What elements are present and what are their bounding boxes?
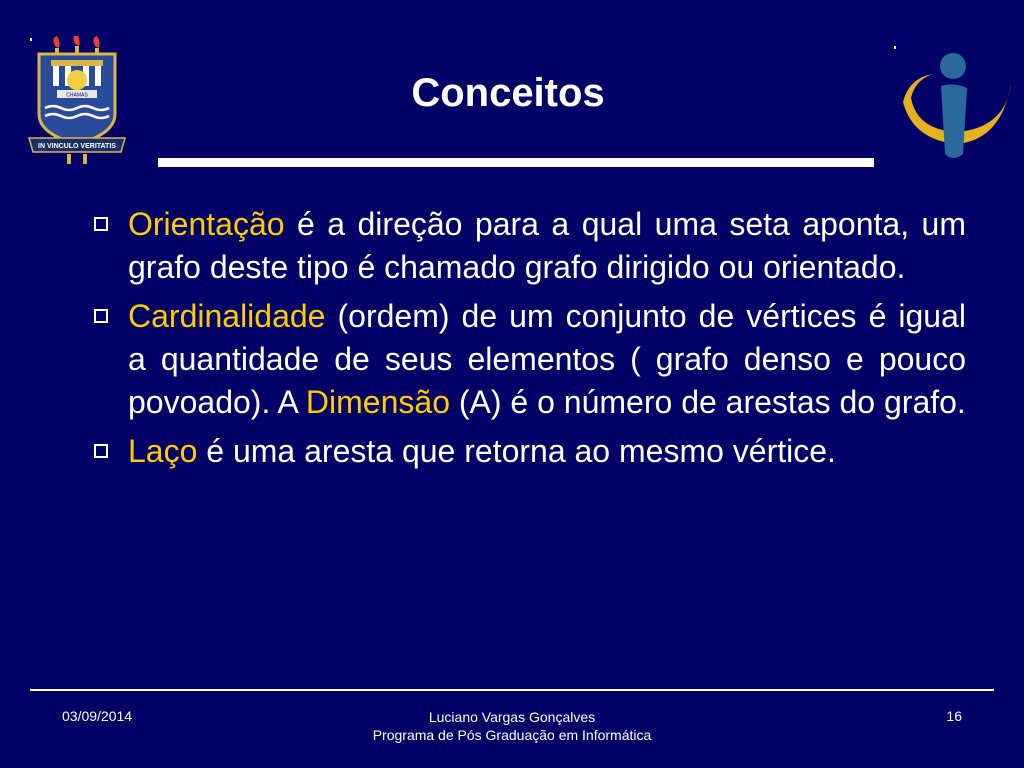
bullet-cardinalidade [90, 295, 966, 424]
square-bullet-icon [94, 217, 108, 231]
footer-date: 03/09/2014 [62, 708, 133, 724]
footer-author-info [362, 708, 662, 744]
page-number: 16 [946, 708, 962, 724]
title-underline [158, 158, 874, 167]
term-highlight: Dimensão [305, 384, 450, 420]
bullet-text: (A) é o número de arestas do grafo. [449, 384, 966, 420]
bullet-orientacao [90, 203, 966, 289]
square-bullet-icon [94, 444, 108, 458]
decorative-dot [894, 46, 896, 49]
bullet-laco [90, 430, 966, 473]
svg-text:IN VINCULO VERITATIS: IN VINCULO VERITATIS [38, 143, 116, 150]
term-highlight: Orientação [128, 206, 285, 242]
bullet-text: é uma aresta que retorna ao mesmo vértice. [197, 433, 836, 469]
svg-text:CHAMAS: CHAMAS [66, 92, 88, 99]
bullet-text: é a direção para a qual uma seta aponta, um grafo deste tipo é chamado grafo dirigido ou orientado. [128, 206, 966, 285]
term-highlight: Laço [128, 433, 198, 469]
decorative-dot [30, 38, 32, 41]
term-highlight: Cardinalidade [128, 298, 326, 334]
bullet-list [90, 203, 966, 479]
slide-title: Conceitos [411, 71, 605, 115]
bullet-text: (ordem) de um conjunto de vértices é igual a quantidade de seus elementos ( grafo denso e pouco povoado). A [128, 298, 966, 420]
footer-author: Luciano Vargas Gonçalves [428, 709, 596, 725]
square-bullet-icon [94, 309, 108, 323]
university-crest-logo [27, 36, 127, 166]
info-logo [893, 44, 1021, 166]
footer-divider [30, 689, 994, 691]
footer-program: Programa de Pós Graduação em Informática [372, 727, 652, 743]
